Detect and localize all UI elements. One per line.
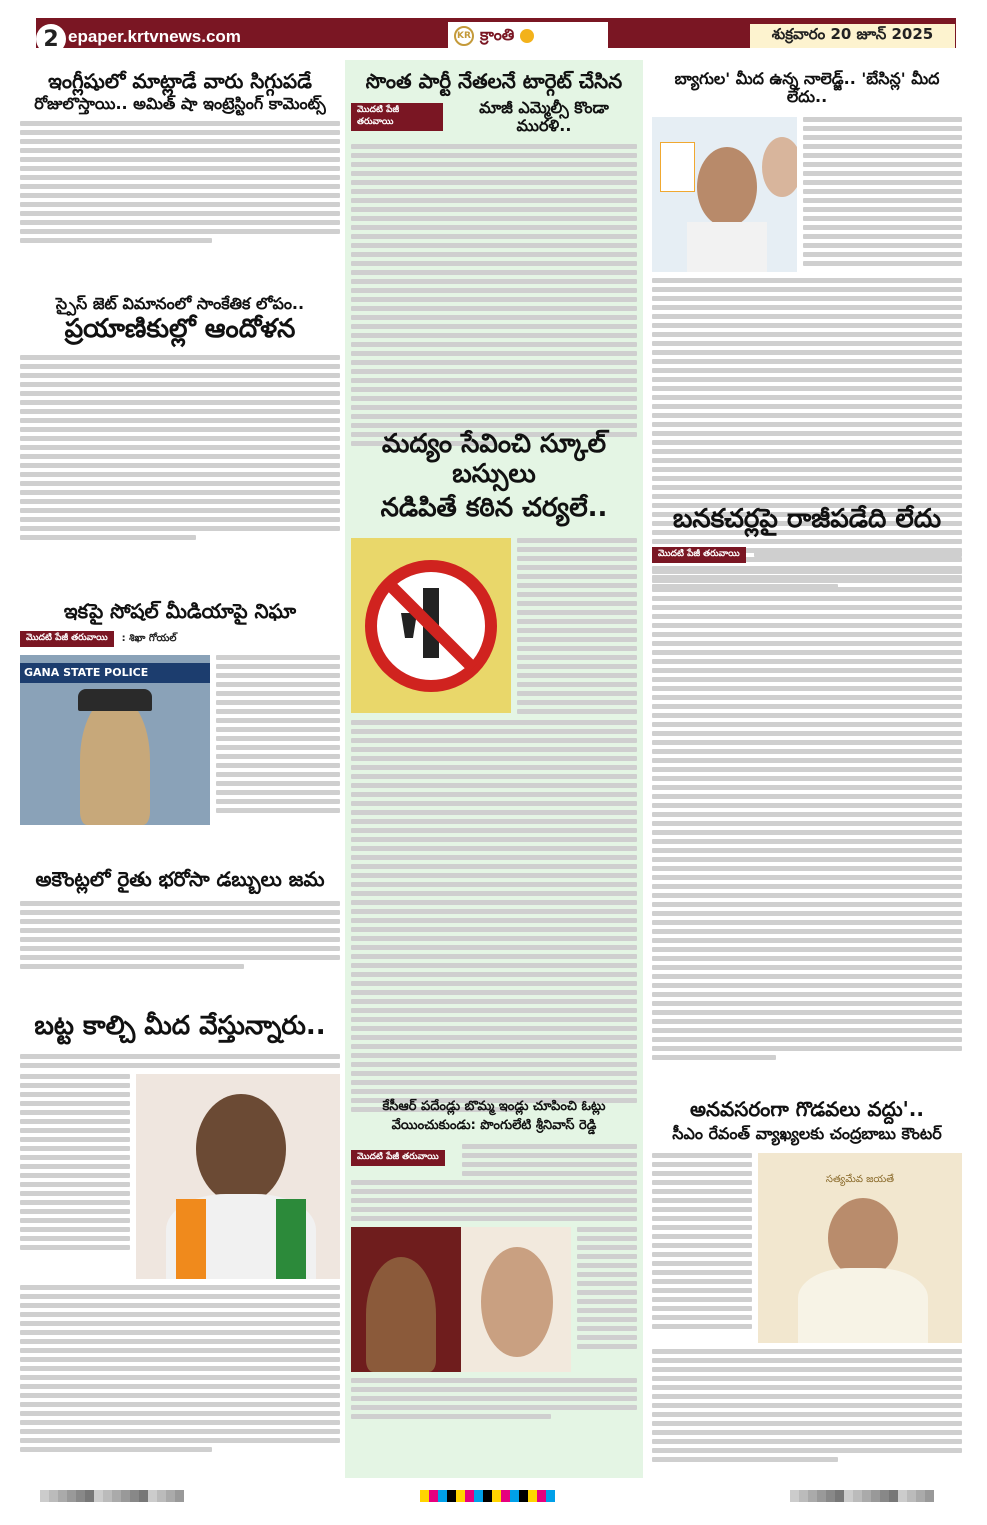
headline: అనవసరంగా గొడవలు వద్దు'.. xyxy=(690,1097,924,1121)
issue-date: శుక్రవారం 20 జూన్ 2025 xyxy=(750,24,955,48)
continued-tag: మొదటి పేజీ తరువాయి xyxy=(652,547,746,563)
article-social-media xyxy=(20,600,340,825)
newspaper-logo xyxy=(448,22,608,50)
sun-icon xyxy=(520,29,534,43)
article-body xyxy=(20,355,340,540)
article-body-cont xyxy=(351,720,637,1112)
article-body xyxy=(20,121,340,243)
police-officer-photo xyxy=(20,655,210,825)
article-body-cont xyxy=(652,1349,962,1462)
etela-rajender-photo xyxy=(136,1074,340,1279)
article-body xyxy=(652,569,962,1060)
logo-name: క్రాంతి xyxy=(480,24,515,44)
headline: ఇకపై సోషల్ మీడియాపై నిఘా xyxy=(63,599,297,623)
chandrababu-photo xyxy=(758,1153,962,1343)
banner-text: GANA STATE POLICE xyxy=(20,663,210,683)
middle-column xyxy=(345,60,643,1478)
ponguleti-kcr-photo xyxy=(351,1227,571,1372)
article-banakacherla xyxy=(652,505,962,1060)
headline-sub: సీఎం రేవంత్ వ్యాఖ్యలకు చంద్రబాబు కౌంటర్ xyxy=(672,1124,942,1143)
headline: స్పైస్ జెట్ విమానంలో సాంకేతిక లోపం.. xyxy=(55,294,305,313)
article-body xyxy=(20,1074,130,1279)
kr-logo-icon: KR xyxy=(454,26,474,46)
headline-sub: వేయించుకుండు: పొంగులేటి శ్రీనివాస్ రెడ్డి xyxy=(391,1117,597,1133)
headline: బట్ట కాల్చి మీద వేస్తున్నారు.. xyxy=(34,1011,326,1041)
byline: : శిఖా గోయల్ xyxy=(121,633,177,644)
article-body xyxy=(351,144,637,446)
article-chandrababu xyxy=(652,1098,962,1462)
site-url[interactable]: epaper.krtvnews.com xyxy=(68,27,241,46)
headline: కేసీఆర్ పదేండ్లు బొమ్మ ఇండ్లు చూపించి ఓట్లు xyxy=(382,1099,606,1114)
article-etela xyxy=(20,1012,340,1452)
article-ponguleti xyxy=(351,1100,637,1419)
headline-sub: నడిపితే కఠిన చర్యలే.. xyxy=(380,492,608,523)
article-body xyxy=(517,538,637,714)
page-number: 2 xyxy=(36,24,66,54)
headline: బ్యాగుల' మీద ఉన్న నాలెడ్జ్.. 'బేసిన్ల' మీద లేదు.. xyxy=(674,69,940,107)
headline: సొంత పార్టీ నేతలనే టార్గెట్ చేసిన xyxy=(365,69,623,93)
article-body xyxy=(652,1153,752,1343)
print-color-bar-right xyxy=(790,1490,934,1502)
harish-rao-photo xyxy=(652,117,797,272)
headline: బనకచర్లపై రాజీపడేది లేదు xyxy=(672,504,942,534)
masthead xyxy=(0,0,987,52)
print-color-bar-left xyxy=(40,1490,184,1502)
article-school-bus xyxy=(351,430,637,1112)
headline-sub: రోజులొస్తాయి.. అమిత్ షా ఇంట్రెస్టింగ్ కామెంట్స్ xyxy=(34,94,326,113)
continued-tag: మొదటి పేజీ తరువాయి xyxy=(351,1150,445,1166)
article-body-cont xyxy=(20,1285,340,1452)
article-body xyxy=(462,1144,637,1176)
article-amit-shah xyxy=(20,70,340,243)
headline: మద్యం సేవించి స్కూల్ బస్సులు xyxy=(381,429,607,489)
article-body xyxy=(20,901,340,969)
headline-sub: ప్రయాణికుల్లో ఆందోళన xyxy=(64,314,296,345)
article-body xyxy=(577,1227,637,1372)
article-rythu-bharosa xyxy=(20,868,340,969)
headline: ఇంగ్లీషులో మాట్లాడే వారు సిగ్గుపడే xyxy=(48,69,312,93)
article-spicejet xyxy=(20,295,340,540)
no-alcohol-icon xyxy=(351,538,511,713)
headline-sub: మాజీ ఎమ్మెల్సీ కొండా మురళి.. xyxy=(479,98,609,136)
no-drinking-sign-photo xyxy=(351,538,511,713)
article-body xyxy=(216,655,340,825)
emblem-text: సత్యమేవ జయతే xyxy=(825,1174,895,1186)
article-body xyxy=(803,117,962,272)
print-color-bar-center xyxy=(420,1490,555,1502)
headline: అకౌంట్లలో రైతు భరోసా డబ్బులు జమ xyxy=(35,867,325,891)
continued-tag: మొదటి పేజీ తరువాయి xyxy=(351,103,443,131)
article-konda-murali xyxy=(351,70,637,446)
continued-tag: మొదటి పేజీ తరువాయి xyxy=(20,631,114,647)
